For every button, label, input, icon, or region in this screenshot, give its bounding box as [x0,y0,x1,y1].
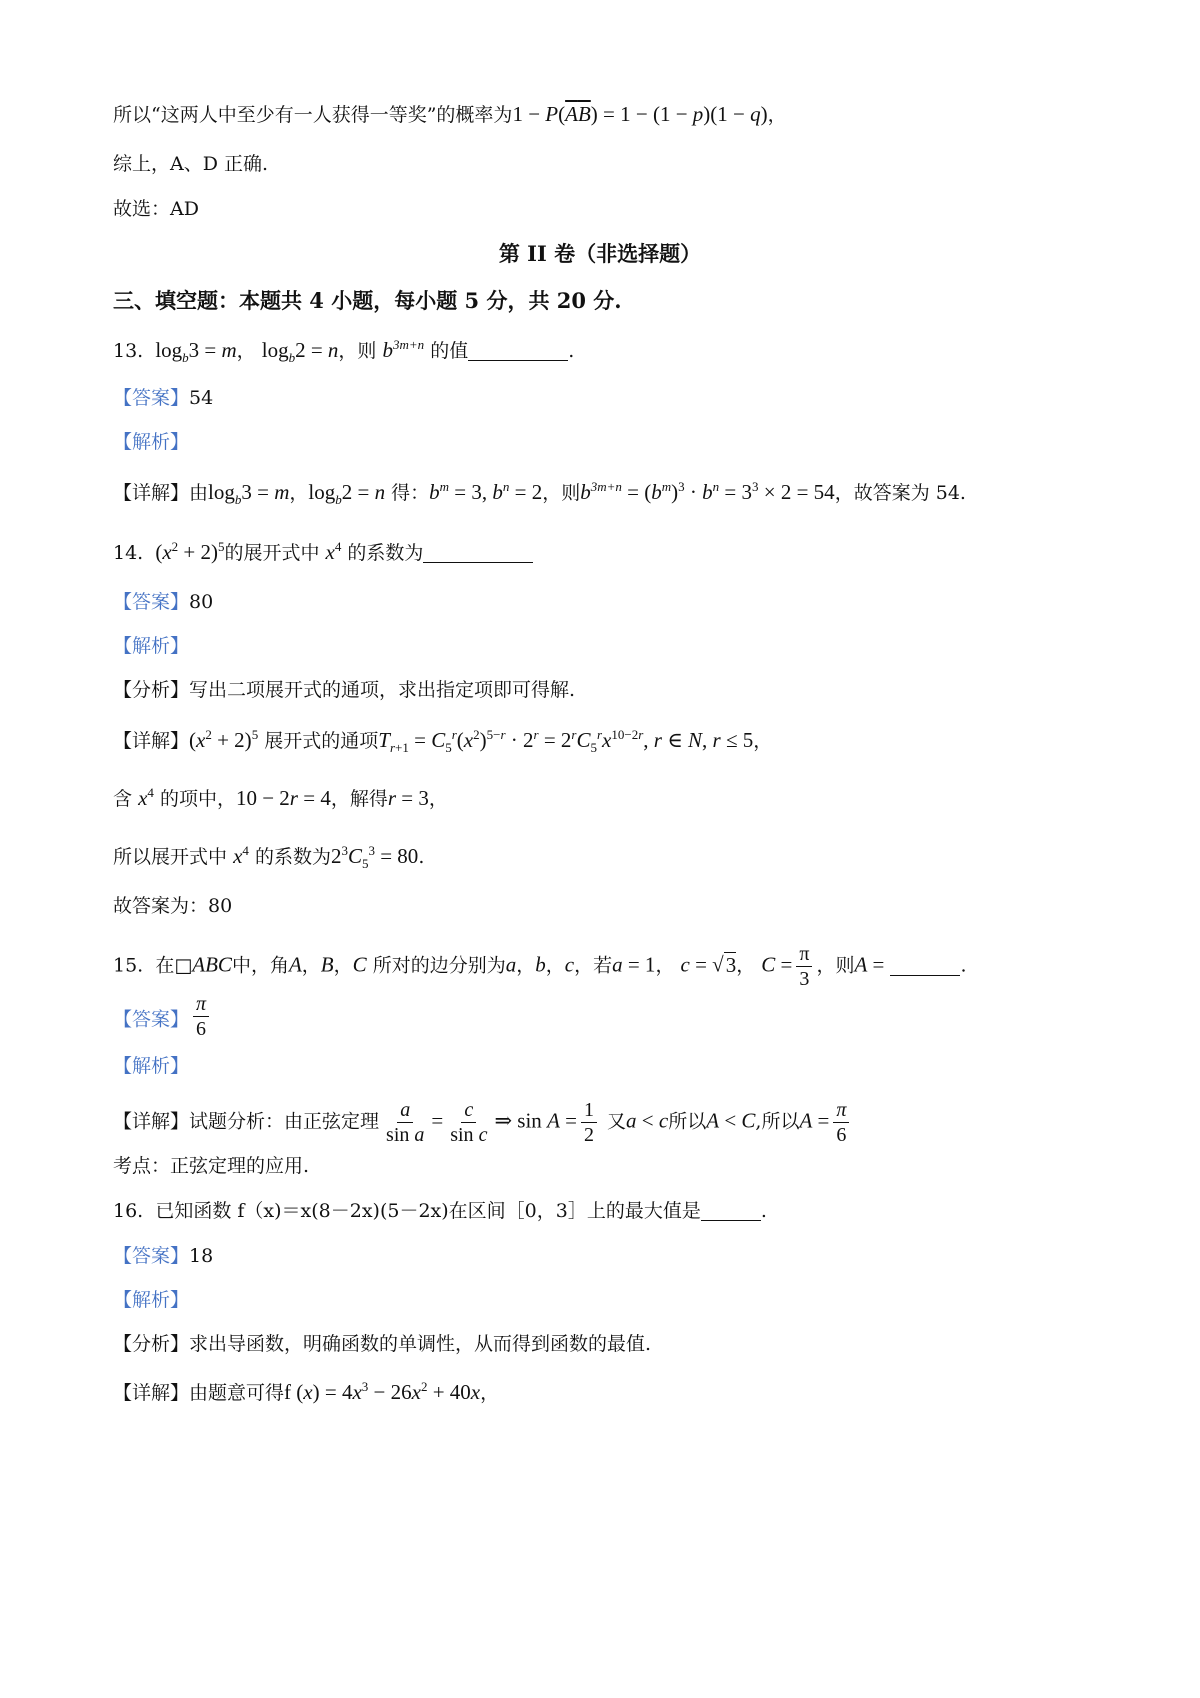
probability-conclusion-line [113,100,787,129]
text: ，故答案为 54. [834,482,966,504]
text: 所以展开式中 [113,846,228,868]
question-16 [113,1197,767,1225]
text: 所以 [668,1110,707,1133]
math: a [505,952,517,977]
math: ⇒ sin A = [494,1108,577,1133]
math: $b^{3m+n} = (b^m)^3 \cdot b^n = 3^3 \times 2 = 54$ [580,479,835,504]
math: 10 − 2r = 4 [235,786,331,810]
math: $x^4$ [138,785,154,810]
text: 求出导函数，明确函数的单调性，从而得到函数的最值. [189,1333,652,1355]
math: a < c [626,1108,669,1133]
text: 的项中， [159,788,236,810]
math: $\log_b3 = m$ [208,480,290,508]
math: A = [799,1108,830,1133]
text: 的值 [430,340,469,362]
math: r = 3 [387,786,429,810]
text: 所以“这两人中至少有一人获得一等奖”的概率为 [113,104,513,126]
text: 试题分析：由正弦定理 [189,1110,380,1133]
detail-line: 【详解】$(x^2 + 2)^5$ 展开式的通项$T_{r+1} = C_5^r(x^2)^{5-r} \cdot 2^r = 2^rC_5^rx^{10-2r}$, r ∈ N, r ≤ 5， [113,727,773,756]
math: C = [761,952,793,977]
text: ，若 [574,954,613,977]
answer-blank [423,542,533,563]
math: A = [854,952,885,977]
question-number: 16. [113,1200,144,1222]
fraction: $\frac{\pi}{3}$ [796,942,812,991]
text: ， [767,104,787,126]
answer-blank [701,1200,761,1221]
fraction: $\frac{c}{\text{sin c}}$ [450,1099,488,1146]
detail-line-3 [113,842,424,871]
answer-value: 18 [189,1245,214,1267]
question-number: 13. [113,340,144,362]
math: $b^m = 3$, $b^n = 2$ [429,479,543,504]
math: $x^4$ [325,539,342,564]
text: 所对的边分别为 [372,954,506,977]
math: $2^3C_5^3 = 80$ [330,843,419,872]
math: A [288,952,302,977]
answer-line [113,993,213,1041]
answer-value: 54 [189,387,214,409]
math: $\log_b3 = m$ [155,338,237,366]
answer-fraction: $\frac{\pi}{6}$ [193,992,209,1041]
analysis-tag: 【解析】 [113,431,190,453]
math: A < C [706,1108,756,1133]
detail-line-2 [113,784,448,813]
text: 写出二项展开式的通项，求出指定项即可得解. [189,679,576,701]
answer-value: 80 [189,591,214,613]
text: ，则 [542,482,581,504]
text: 又 [607,1110,627,1133]
text: 已知函数 f（x)＝x(8－2x)(5－2x)在区间［0，3］上的最大值是 [155,1200,701,1222]
math: $(x^2 + 2)^5$ [155,539,225,564]
question-number: 15. [113,954,144,977]
math: c [564,952,575,977]
math: b [535,952,546,977]
question-13 [113,336,574,365]
text: 的展开式中 [224,542,320,564]
analysis-tag: 【解析】 [113,635,190,657]
math: = [431,1108,444,1133]
question-number: 14. [113,542,144,564]
text: ,所以 [755,1110,800,1133]
detail-line [113,1098,853,1147]
math: a = 1 [612,952,656,977]
fenxi-line [113,1330,651,1358]
detail-tag: 【详解】 [113,730,190,752]
math: $\log_b2 = n$ [308,480,386,508]
math: c = √3 [680,952,737,977]
fenxi-tag: 【分析】 [113,679,190,701]
text: 中，角 [231,954,289,977]
detail-tag: 【详解】 [113,482,190,504]
final-answer-line: 故答案为：80 [113,895,233,917]
analysis-tag: 【解析】 [113,1289,190,1311]
math-expression: 1 − P(AB) = 1 − (1 − p)(1 − q) [512,102,768,126]
math: C [352,952,367,977]
math: B [320,952,334,977]
text: ，则 [816,954,855,977]
text: ， [236,340,256,362]
detail-tag: 【详解】 [113,1110,190,1133]
math: ABC [192,952,232,977]
answer-line [113,1242,213,1270]
answer-blank [468,340,568,361]
text: 的系数为 [254,846,331,868]
fraction: $\frac{1}{2}$ [581,1098,597,1147]
fraction: $\frac{a}{\text{sin a}}$ [386,1099,425,1146]
text: . [568,340,575,362]
text: 的系数为 [347,542,424,564]
section-heading: 三、填空题：本题共 4 小题，每小题 5 分，共 20 分. [113,288,622,313]
text: ，解得 [330,788,388,810]
text: . [760,1200,767,1222]
fraction: $\frac{\pi}{6}$ [833,1098,849,1147]
answer-blank [890,955,960,976]
answer-tag: 【答案】 [113,591,190,613]
detail-line: 【详解】由$\log_b3 = m$，$\log_b2 = n$ 得：$b^m = 3$, $b^n = 2$，则$b^{3m+n} = (b^m)^3 \cdot b^n = 3^3 \times 2 = 54$，故答案为 54. [113,479,966,508]
text: 在□ [155,954,193,977]
answer-tag: 【答案】 [113,1245,190,1267]
text: ， [480,1382,500,1404]
math: $\log_b2 = n$ [261,338,339,366]
math: $b^{3m+n}$ [382,337,425,362]
text: ， [428,788,448,810]
answer-tag: 【答案】 [113,1008,190,1031]
answer-tag: 【答案】 [113,387,190,409]
math: $T_{r+1} = C_5^r(x^2)^{5-r} \cdot 2^r = 2^rC_5^rx^{10-2r}$, r ∈ N, r ≤ 5 [378,727,754,756]
text: 由 [189,482,209,504]
text: 含 [113,788,133,810]
answer-line [113,384,213,412]
text: 得： [391,482,430,504]
text: 由题意可得 [189,1382,285,1404]
fenxi-tag: 【分析】 [113,1333,190,1355]
analysis-tag: 【解析】 [113,1055,190,1077]
text: . [418,846,425,868]
math: f $(x) = 4x^3 - 26x^2 + 40x$ [284,1379,481,1404]
fenxi-line [113,676,575,704]
kaodian-line: 考点：正弦定理的应用. [113,1155,310,1177]
section-title: 第 II 卷（非选择题） [498,241,702,266]
math: $x^4$ [233,843,249,868]
text: ，则 [338,340,377,362]
answer-line [113,588,213,616]
choice-line: 故选：AD [113,198,199,220]
summary-line: 综上，A、D 正确. [113,153,269,175]
detail-line [113,1378,499,1407]
question-14 [113,538,533,567]
question-15: 15. 在□ABC中，角A，B，C 所对的边分别为a，b，c，若a = 1， c = √3， C = $\frac{\pi}{3}$ ，则A = . [113,943,967,990]
detail-tag: 【详解】 [113,1382,190,1404]
math: $(x^2 + 2)^5$ [189,727,259,752]
text: 展开式的通项 [264,730,379,752]
